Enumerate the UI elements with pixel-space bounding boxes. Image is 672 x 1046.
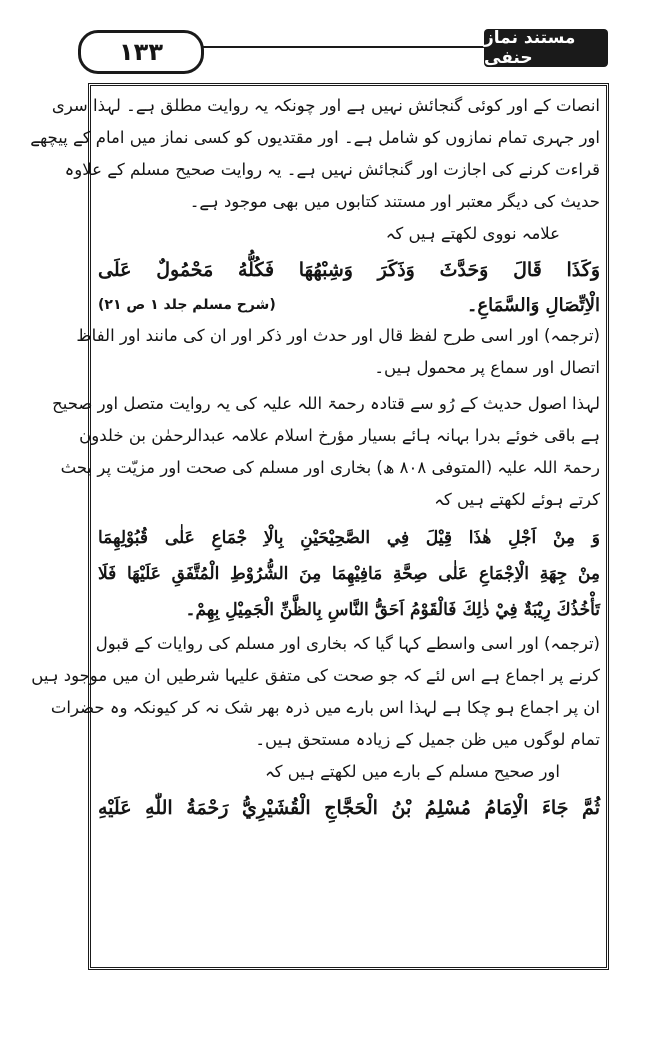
translation-line: (ترجمہ) اور اسی واسطے کہا گیا کہ بخاری اور مسلم کی روایات کے قبول: [95, 634, 600, 653]
text-line: قراءت کرنے کی اجازت اور گنجائش نہیں ہے۔ یہ روایت صحیح مسلم کے علاوہ: [64, 160, 600, 179]
translation-line: (ترجمہ) اور اسی طرح لفظ قال اور حدث اور ذکر اور ان کی مانند اور الفاظ: [76, 326, 600, 345]
arabic-quote-line: وَكَذَا قَالَ وَحَدَّثَ وَذَكَرَ وَشِبْهُهَا فَكُلُّهُ مَحْمُولٌ عَلَى: [98, 259, 600, 281]
arabic-quote-line: ثُمَّ جَاءَ الْاِمَامُ مُسْلِمُ بْنُ الْحَجَّاجِ الْقُشَيْرِيُّ رَحْمَةُ اللّٰهِ عَلَيْهِ: [98, 797, 600, 819]
text-line: ہے باقی خوئے بدرا بہانہ ہائے بسیار مؤرخ اسلام علامہ عبدالرحمٰن بن خلدون: [79, 426, 600, 445]
translation-line: تمام لوگوں میں ظن جمیل کے زیادہ مستحق ہیں۔: [255, 730, 600, 749]
translation-line: اتصال اور سماع پر محمول ہیں۔: [374, 358, 600, 377]
book-title: مستند نماز حنفی: [484, 29, 608, 67]
text-line: لہذا اصول حدیث کے رُو سے قتادہ رحمۃ اللہ علیہ کی یہ روایت متصل اور صحیح: [52, 394, 600, 413]
page-text: [30, 90, 600, 828]
text-line: رحمۃ اللہ علیہ (المتوفی ۸۰۸ ھ) بخاری اور مسلم کی صحت اور مزیّت پر بحث: [60, 458, 600, 477]
arabic-quote-line: وَ مِنْ اَجْلِ هٰذَا قِيْلَ فِي الصَّحِيْحَيْنِ بِالْاِ جْمَاعِ عَلٰى قُبُوْلِهِمَا: [98, 528, 600, 548]
translation-line: کرنے پر اجماع ہے اس لئے کہ جو صحت کی متفق علیہا شرطیں ان میں موجود ہیں: [31, 666, 600, 685]
citation: (شرح مسلم جلد ۱ ص ۲۱): [98, 297, 276, 313]
arabic-quote-line: الْاِتِّصَالِ وَالسَّمَاعِ۔: [466, 294, 600, 316]
text-line: علامہ نووی لکھتے ہیں کہ: [385, 224, 560, 243]
text-line: انصات کے اور کوئی گنجائش نہیں ہے اور چونکہ یہ روایت مطلق ہے۔ لہذا سری: [51, 96, 600, 115]
text-line: حدیث کی دیگر معتبر اور مستند کتابوں میں بھی موجود ہے۔: [189, 192, 600, 211]
arabic-quote-reference: [98, 290, 600, 320]
text-line: اور جہری تمام نمازوں کو شامل ہے۔ اور مقتدیوں کو کسی نماز میں امام کے پیچھے: [30, 128, 600, 147]
arabic-quote-line: تَأْخُذُكَ رِيْبَةٌ فِيْ ذٰلِكَ فَالْقَوْمُ اَحَقُّ النَّاسِ بِالظَّنِّ الْجَمِيْلِ بِهِمْ۔: [185, 600, 600, 620]
arabic-quote-line: مِنْ جِهَةِ الْاِجْمَاعِ عَلٰى صِحَّةِ مَافِيْهِمَا مِنَ الشُّرُوْطِ الْمُتَّفَقِ عَلَيْهَا فَلَا: [98, 564, 600, 584]
page-number: ۱۳۳: [78, 30, 204, 74]
text-line: اور صحیح مسلم کے بارے میں لکھتے ہیں کہ: [264, 762, 560, 781]
translation-line: ان پر اجماع ہو چکا ہے لہذا اس بارے میں ذرہ بھر شک نہ کر کیونکہ وہ حضرات: [50, 698, 600, 717]
text-line: کرتے ہوئے لکھتے ہیں کہ: [434, 490, 600, 509]
